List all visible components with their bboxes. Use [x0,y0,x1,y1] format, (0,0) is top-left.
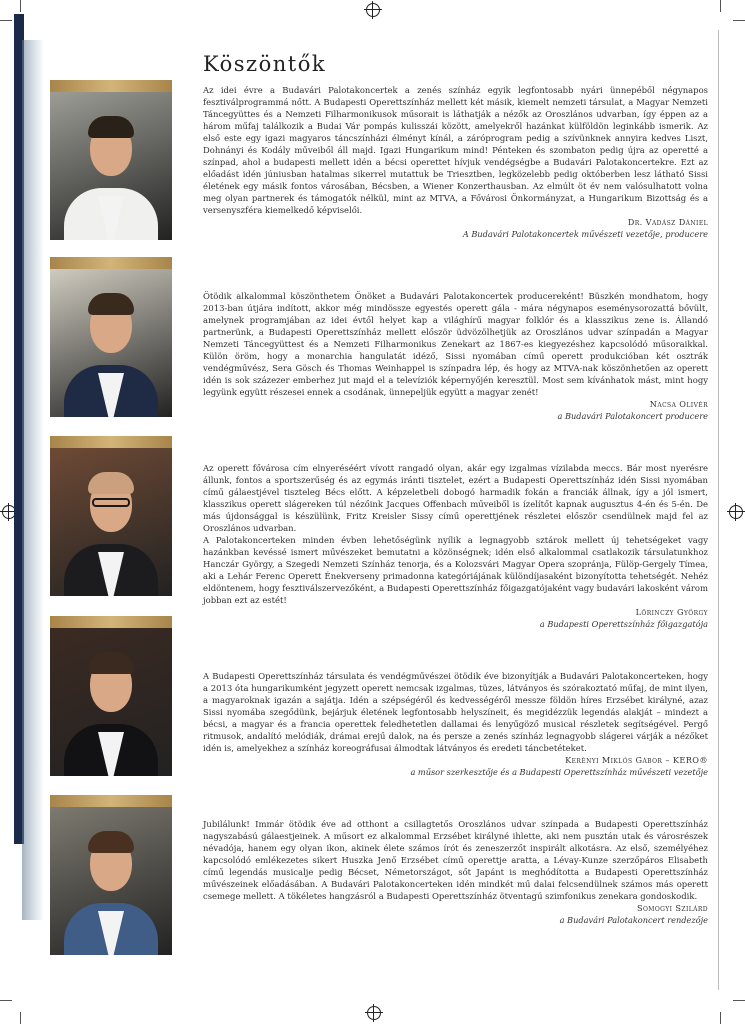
crop-mark-icon [720,0,721,12]
portrait-icon [50,92,172,240]
glasses-icon [92,498,130,507]
greeting-section [203,462,708,630]
signature-name: Dr. Vadász Dániel [627,217,708,227]
greeting-section [203,84,708,240]
gold-bar [50,616,172,628]
portrait-frame [50,257,172,417]
crop-mark-icon [0,1000,12,1001]
portrait-frame [50,616,172,776]
gold-bar [50,795,172,807]
decorative-band-fade [22,40,44,920]
crop-mark-icon [733,20,745,21]
greeting-section [203,670,708,778]
portrait-icon [50,269,172,417]
greeting-paragraph: A Palotakoncerteken minden évben lehetőségünk nyílik a legnagyobb sztárok mellett új tehetségeket vagy hazánkban kevéssé ismert művészeket bemutatni a közönségnek; idén első alkalommal csatlakozik társulatunkhoz Hanczár György, a Szegedi Nemzeti Színház tenorja, és a Kolozsvári Magyar Opera szopránja, Fülöp-Gergely Tímea, aki a Lehár Ferenc Operett Énekverseny primadonna kategóriájának különdíjasaként bizonyította tehetségét. Nehéz eldöntenem, hogy fesztiválszervezőként, a Budapesti Operettszínház főigazgatójaként vagy budavári lakosként várom jobban ezt az estét! [203,535,708,605]
signature-role: a Budapesti Operettszínház főigazgatója [539,619,708,629]
portrait-icon [50,807,172,955]
signature-name: Somogyi Szilárd [636,903,708,913]
portrait-icon [50,628,172,776]
signature-role: a Budavári Palotakoncert producere [557,411,708,421]
greeting-paragraph: A Budapesti Operettszínház társulata és vendégművészei ötödik éve bizonyítják a Budavári Palotakoncerteken, hogy a 2013 óta hungarikumként jegyzett operett nemcsak izgalmas, tüzes, látványos és szórakoztató műfaj, de mint ilyen, a magyaroknak igazán a sajátja. Idén a szépségéről és kedvességéről messze földön híres Erzsébet királyné, azaz Sissi nyomába szegődünk, bejárjuk életének legfontosabb helyszíneit, és megidézzük legendás alakját – mindezt a bécsi, a magyar és a francia operettek feledhetetlen dallamai és lenyűgöző musical részletek segítségével. Pergő ritmusok, andalító melódiák, drámai erejű dalok, na és persze a zenés színház legnagyobb slágerei várják a nézőket idén is, amelyekhez a színház koreográfusai álmodtak látványos és eredeti táncbetéteket. [203,671,708,753]
greeting-section [203,290,708,422]
gold-bar [50,436,172,448]
crop-mark-icon [733,1000,745,1001]
portrait-frame [50,80,172,240]
signature-name: Nacsa Olivér [649,399,708,409]
crop-mark-icon [20,1012,21,1024]
crop-mark-icon [0,20,12,21]
crop-mark-icon [720,1012,721,1024]
greeting-paragraph: Az operett fővárosa cím elnyeréséért vívott rangadó olyan, akár egy izgalmas vízilabda meccs. Bár most nyerésre állunk, fontos a sportszerűség és az egymás iránti tisztelet, ezért a Budapesti Operettszínház idén Sissi nyomában című gálaestjével tiszteleg Bécs előtt. A képzeletbeli dobogó harmadik fokán a franciák állnak, így a jól ismert, klasszikus operett slágereken túl nézőink Jacques Offenbach műveiből is ízelítőt kapnak augusztus 4-én és 5-én. De más újdonsággal is készülünk, Fritz Kreisler Sissy című operettjének részletei először csendülnek majd fel az Oroszlános udvarban. [203,463,708,533]
greeting-paragraph: Az idei évre a Budavári Palotakoncertek a zenés színház egyik legfontosabb nyári ünnepéből négynapos fesztiválprogrammá nőtt. A Budapesti Operettszínház mellett két másik, kiemelt nemzeti társulat, a Magyar Nemzeti Táncegyüttes és a Nemzeti Filharmonikusok műsorait is láthatják a nézők az Oroszlános udvarban, így éppen az a három műfaj találkozik a Budai Vár pompás kulisszái között, amelyekről hazánkat külföldön leginkább ismerik. Az első este egy igazi magyaros táncszínházi élményt kínál, a záróprogram pedig a szívünknek annyira kedves Liszt, Dohnányi és Kodály műveiből áll majd. Igazi Hungarikum mind! Pénteken és szombaton pedig újra az operetté a színpad, ahol a budapesti mellett idén a bécsi operettet hívjuk vendégségbe a Budavári Palotakoncertekre. Ezt az előadást idén júniusban hatalmas sikerrel mutattuk be Triesztben, legközelebb pedig októberben lesz látható Sissi életének egy másik fontos városában, Bécsben, a Wiener Konzerthausban. Az elmúlt öt év nem valósulhatott volna meg olyan partnerek és támogatók nélkül, mint az MTVA, a Fővárosi Önkormányzat, a Hungarikum Bizottság és a versenyszféra kiemelkedő képviselői. [203,85,708,215]
bleed-line [718,30,719,990]
registration-mark-icon [367,1006,381,1020]
signature-role: a Budavári Palotakoncert rendezője [559,915,708,925]
gold-bar [50,80,172,92]
registration-mark-icon [729,505,743,519]
signature-role: A Budavári Palotakoncertek művészeti vezetője, producere [462,229,708,239]
greeting-paragraph: Ötödik alkalommal köszönthetem Önöket a Budavári Palotakoncertek producereként! Büszkén mondhatom, hogy 2013-ban útjára indított, akkor még mindössze egyestés operett gála - mára négynapos eseménysorozattá bővült, amelynek programjában az idei évtől helyet kap a világhírű magyar folklór és a klasszikus zene is. Állandó partnerünk, a Budapesti Operettszínház mellett először üdvözölhetjük az Oroszlános udvar színpadán a Magyar Nemzeti Táncegyüttest és a Nemzeti Filharmonikus Zenekart az 1867-es kiegyezéshez kapcsolódó műsoraikkal. Külön öröm, hogy a monarchia hangulatát idéző, Sissi nyomában című operett produkcióban két osztrák vendégművész, Sera Gösch és Thomas Weinhappel is színpadra lép, és hogy az MTVA-nak köszönhetően az operett idén is sok százezer emberhez jut majd el a televíziók képernyőjén keresztül. Most sem kívánhatok mást, mint hogy legyünk együtt részesei ennek a csodának, ünnepeljük együtt a magyar zenét! [203,291,708,397]
signature-role: a műsor szerkesztője és a Budapesti Operettszínház művészeti vezetője [410,767,708,777]
signature-name: Lőrinczy György [635,607,708,617]
greeting-section [203,818,708,926]
signature-name: Kerényi Miklós Gábor – KERO® [565,755,708,765]
page-title: Köszöntők [203,52,327,76]
portrait-icon [50,448,172,596]
portrait-frame [50,795,172,955]
crop-mark-icon [20,0,21,12]
portrait-frame [50,436,172,596]
greeting-paragraph: Jubilálunk! Immár ötödik éve ad otthont a csillagtetős Oroszlános udvar színpada a Budapesti Operettszínház nagyszabású gálaestjeinek. A műsort ez alkalommal Erzsébet királyné ihlette, aki nem pusztán utak és városrészek névadója, hanem egy olyan ikon, akinek élete számos írót és zeneszerzőt inspirált alkotásra. Az első, személyéhez kapcsolódó emlékezetes sikert Huszka Jenő Erzsébet című operettje aratta, a Lévay-Kunze szerzőpáros Elisabeth című legendás musicalje pedig Bécset, Németországot, sőt Japánt is meghódította a Budapesti Operettszínház művészeinek előadásában. A Budavári Palotakoncerteken idén mindkét mű dalai felcsendülnek számos más operett csemege mellett. A tökéletes hangzásról a Budapesti Operettszínház ötventagú szimfonikus zenekara gondoskodik. [203,819,708,901]
gold-bar [50,257,172,269]
registration-mark-icon [366,3,380,17]
